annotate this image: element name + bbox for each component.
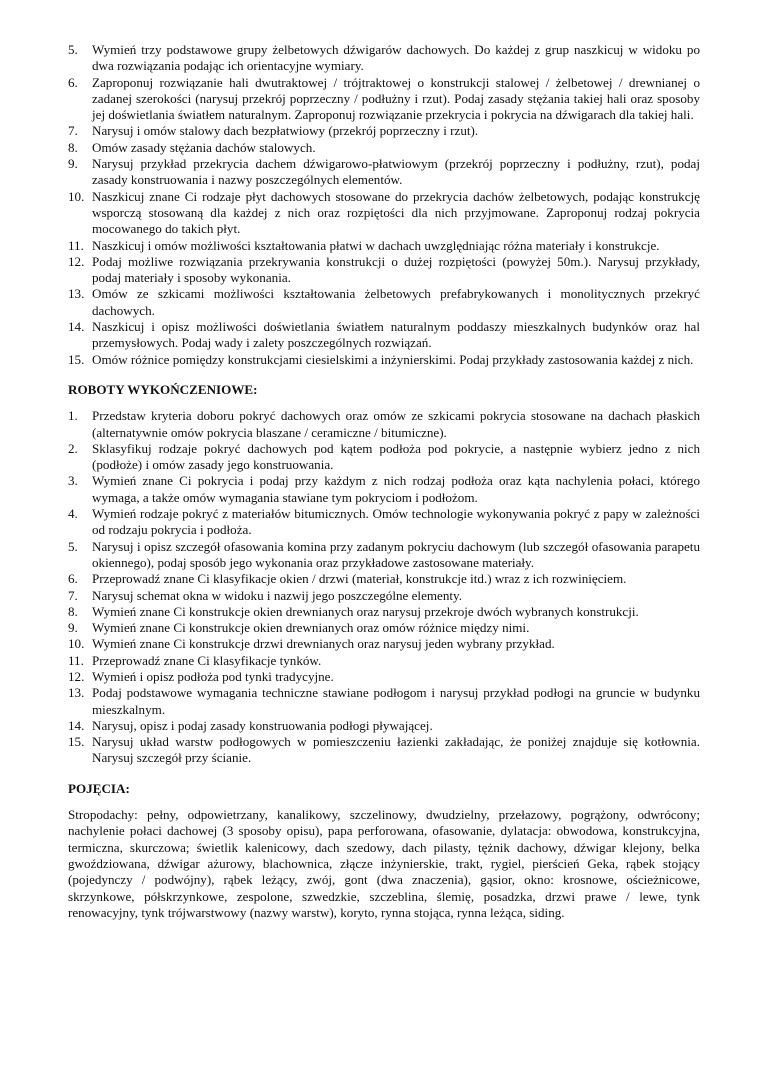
item-text: Zaproponuj rozwiązanie hali dwutraktowej / trójtraktowej o konstrukcji stalowej / żelbetowej / drewnianej o zadanej szerokości (narysuj przekrój poprzeczny / podłużny i rzut). Podaj zasady stężania takiej hali oraz sposoby jej doświetlania światłem naturalnym. Zaproponuj rozwiązanie przekrycia i pokrycia na dźwigarach dla takiej hali. (92, 74, 700, 123)
item-number: 9. (68, 620, 78, 636)
list-item (68, 140, 700, 156)
item-number: 6. (68, 74, 78, 90)
item-number: 11. (68, 237, 84, 253)
item-text: Narysuj schemat okna w widoku i nazwij jego poszczególne elementy. (92, 587, 463, 603)
list-item (68, 473, 700, 506)
list-item (68, 669, 700, 685)
item-text: Narysuj i omów stalowy dach bezpłatwiowy (przekrój poprzeczny i rzut). (92, 123, 479, 139)
section-heading-terms: POJĘCIA: (68, 780, 130, 796)
item-number: 4. (68, 506, 78, 522)
list-item (68, 238, 700, 254)
list-item (68, 653, 700, 669)
list-item (68, 506, 700, 539)
item-text: Przedstaw kryteria doboru pokryć dachowych oraz omów ze szkicami pokrycia stosowane na dachach płaskich (alternatywnie omów pokrycia blaszane / ceramiczne / bitumiczne). (92, 408, 700, 440)
item-text: Omów zasady stężania dachów stalowych. (92, 139, 316, 155)
questions-list-finishing (68, 408, 700, 767)
item-number: 10. (68, 636, 85, 652)
item-text: Sklasyfikuj rodzaje pokryć dachowych pod kątem podłoża pod pokrycie, a następnie wybierz jedno z nich (podłoże) i omów zasady jego konstruowania. (92, 440, 700, 473)
item-number: 13. (68, 286, 85, 302)
list-item (68, 254, 700, 287)
item-number: 13. (68, 685, 85, 701)
item-text: Wymień znane Ci konstrukcje okien drewnianych oraz narysuj przekroje dwóch wybranych konstrukcji. (92, 603, 639, 619)
questions-list-roofs (68, 42, 700, 368)
list-item (68, 75, 700, 124)
terms-paragraph: Stropodachy: pełny, odpowietrzany, kanalikowy, szczelinowy, dwudzielny, przełazowy, pogrążony, odwrócony; nachylenie połaci dachowej (3 sposoby opisu), papa perforowana, ofasowanie, dylatacja: obwodowa, konstrukcyjna, termiczna, skurczowa; świetlik kalenicowy, dach szedowy, dach pilasty, tężnik dachowy, dźwigar klejony, belka gwoździowana, dźwigar ażurowy, blachownica, złącze inżynierskie, trakt, rygiel, pierścień Geka, rąbek stojący (pojedynczy / podwójny), rąbek leżący, zwój, gont (dwa znaczenia), gąsior, okno: krosnowe, ościeżnicowe, skrzynkowe, półskrzynkowe, zespolone, szwedzkie, szczeblina, ślemię, posadzka, drzwi prawe / lewe, tynk renowacyjny, tynk trójwarstwowy (nazwy warstw), koryto, rynna stojąca, rynna leżąca, siding. (68, 807, 700, 920)
item-number: 12. (68, 668, 85, 684)
list-item (68, 685, 700, 718)
list-item (68, 42, 700, 75)
item-text: Narysuj, opisz i podaj zasady konstruowania podłogi pływającej. (92, 717, 433, 733)
item-text: Wymień znane Ci pokrycia i podaj przy każdym z nich rodzaj podłoża oraz kąta nachylenia połaci, którego wymaga, a także omów wymagania stawiane tym pokryciom i podłożom. (92, 473, 700, 505)
item-text: Wymień rodzaje pokryć z materiałów bitumicznych. Omów technologie wykonywania pokryć z papy w zależności od rodzaju pokrycia i podłoża. (92, 506, 700, 538)
item-text: Podaj podstawowe wymagania techniczne stawiane podłogom i narysuj przykład podłogi na gruncie w budynku mieszkalnym. (92, 685, 700, 717)
item-number: 6. (68, 571, 78, 587)
item-text: Wymień znane Ci konstrukcje drzwi drewnianych oraz narysuj jeden wybrany przykład. (92, 636, 555, 652)
list-item (68, 571, 700, 587)
item-number: 9. (68, 156, 78, 172)
item-text: Naszkicuj i omów możliwości kształtowania płatwi w dachach uwzględniając różna materiały i konstrukcje. (92, 237, 660, 253)
list-item (68, 319, 700, 352)
item-number: 5. (68, 538, 78, 554)
item-number: 15. (68, 351, 85, 367)
item-number: 11. (68, 652, 84, 668)
item-text: Przeprowadź znane Ci klasyfikacje tynków. (92, 652, 322, 668)
item-text: Omów różnice pomiędzy konstrukcjami ciesielskimi a inżynierskimi. Podaj przykłady zastosowania każdej z nich. (92, 351, 694, 367)
list-item (68, 352, 700, 368)
list-item (68, 734, 700, 767)
item-number: 1. (68, 408, 78, 424)
item-number: 7. (68, 123, 78, 139)
list-item (68, 156, 700, 189)
item-number: 15. (68, 734, 85, 750)
item-number: 7. (68, 587, 78, 603)
item-number: 3. (68, 473, 78, 489)
item-number: 12. (68, 253, 85, 269)
item-text: Wymień i opisz podłoża pod tynki tradycyjne. (92, 668, 334, 684)
item-number: 14. (68, 717, 85, 733)
item-text: Podaj możliwe rozwiązania przekrywania konstrukcji o dużej rozpiętości (powyżej 50m.). Narysuj przykłady, podaj materiały i sposoby wykonania. (92, 253, 700, 286)
item-number: 8. (68, 139, 78, 155)
list-item (68, 408, 700, 441)
list-item (68, 189, 700, 238)
list-item (68, 588, 700, 604)
list-item (68, 636, 700, 652)
item-text: Wymień trzy podstawowe grupy żelbetowych dźwigarów dachowych. Do każdej z grup naszkicuj w widoku po dwa rozwiązania podając ich orientacyjne wymiary. (92, 42, 700, 74)
item-number: 5. (68, 42, 78, 57)
item-text: Omów ze szkicami możliwości kształtowania żelbetowych prefabrykowanych i monolitycznych przekryć dachowych. (92, 286, 700, 318)
item-text: Wymień znane Ci konstrukcje okien drewnianych oraz omów różnice między nimi. (92, 620, 530, 636)
item-text: Narysuj i opisz szczegół ofasowania komina przy zadanym pokryciu dachowym (lub szczegół ofasowania parapetu okiennego), podaj sposób jego wykonania oraz przykładowe zastosowane materiały. (92, 538, 700, 570)
section-heading-finishing-works: ROBOTY WYKOŃCZENIOWE: (68, 381, 258, 397)
item-text: Narysuj przykład przekrycia dachem dźwigarowo-płatwiowym (przekrój poprzeczny i podłużny, rzut), podaj zasady konstruowania i nazwy poszczególnych elementów. (92, 156, 700, 188)
list-item (68, 604, 700, 620)
list-item (68, 620, 700, 636)
item-number: 10. (68, 188, 85, 204)
list-item (68, 286, 700, 319)
item-text: Naszkicuj i opisz możliwości doświetlania światłem naturalnym poddaszy mieszkalnych budynków oraz hal przemysłowych. Podaj wady i zalety poszczególnych rozwiązań. (92, 319, 700, 351)
list-item (68, 123, 700, 139)
item-number: 2. (68, 440, 78, 456)
item-number: 14. (68, 319, 85, 335)
list-item (68, 539, 700, 572)
list-item (68, 718, 700, 734)
item-number: 8. (68, 603, 78, 619)
item-text: Przeprowadź znane Ci klasyfikacje okien / drzwi (materiał, konstrukcje itd.) wraz z ich rozwinięciem. (92, 571, 627, 587)
item-text: Narysuj układ warstw podłogowych w pomieszczeniu łazienki zakładając, że poniżej znajduje się kotłownia. Narysuj szczegół przy ścianie. (92, 734, 700, 766)
list-item (68, 441, 700, 474)
item-text: Naszkicuj znane Ci rodzaje płyt dachowych stosowane do przekrycia dachów żelbetowych, podając konstrukcję wsporczą stosowaną dla każdej z nich oraz rozpiętości dla nich przyjmowane. Zaproponuj rodzaj pokrycia mocowanego do takich płyt. (92, 188, 700, 237)
